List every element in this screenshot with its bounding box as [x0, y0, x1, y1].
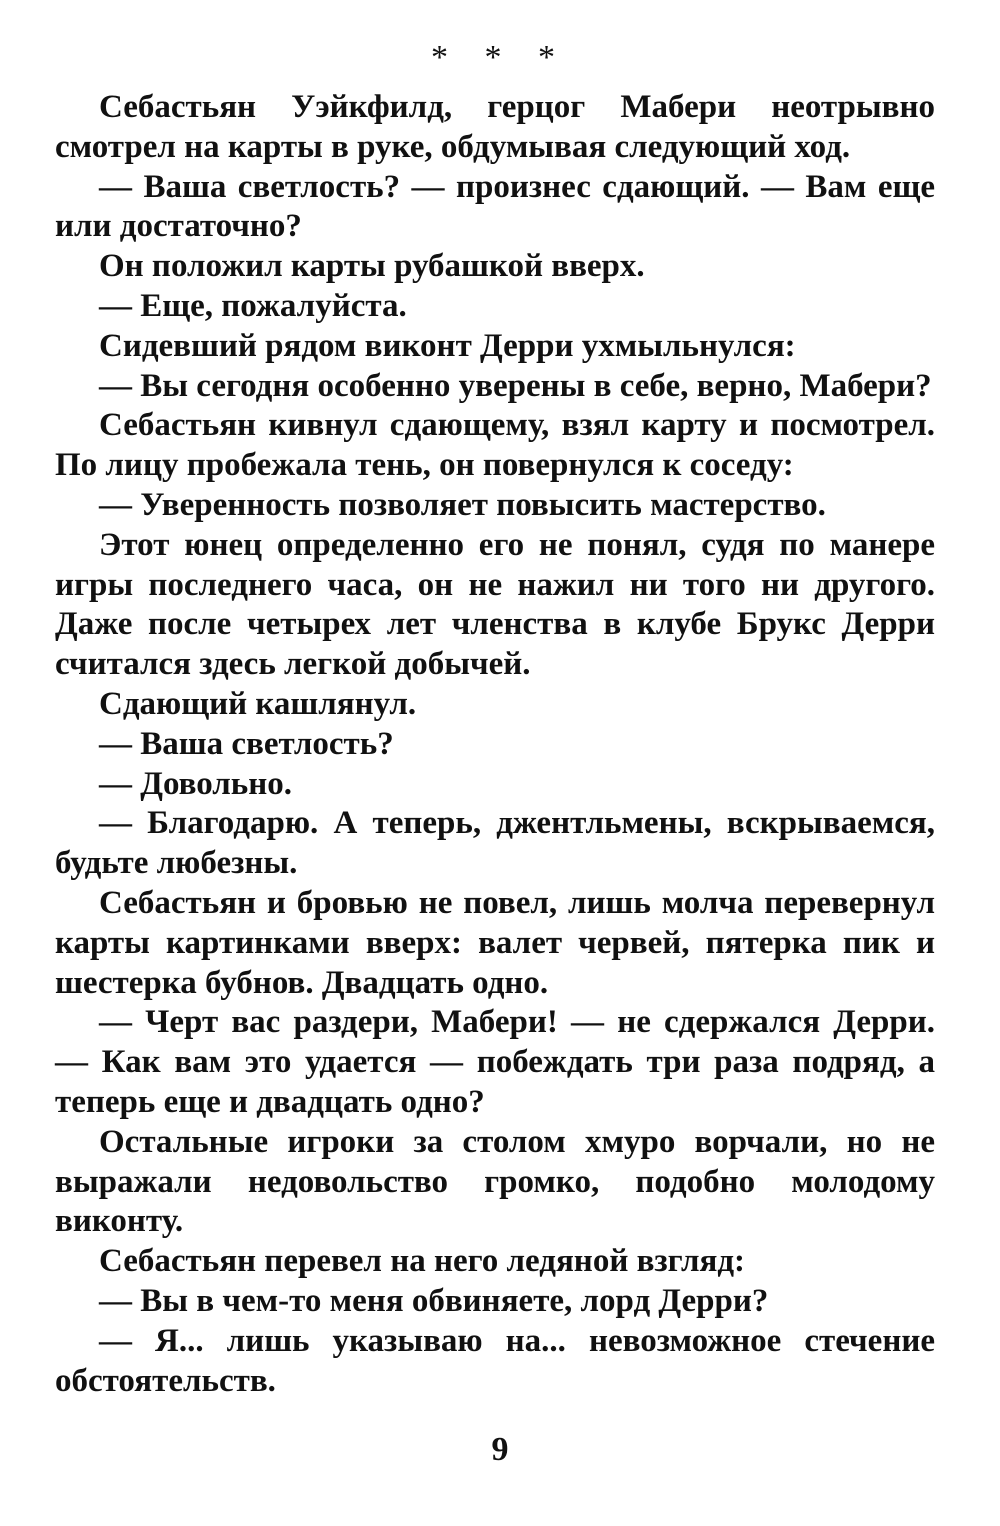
- paragraph: — Ваша светлость?: [99, 725, 394, 762]
- paragraph: — Благодарю. А теперь, джентльмены, вскрываемся, будьте любезны.: [55, 805, 935, 882]
- paragraph: — Еще, пожалуйста.: [99, 287, 407, 324]
- paragraph: Себастьян кивнул сдающему, взял карту и посмотрел. По лицу пробежала тень, он повернулся к соседу:: [55, 407, 935, 484]
- paragraph: Себастьян перевел на него ледяной взгляд:: [99, 1243, 746, 1280]
- paragraph: Сдающий кашлянул.: [99, 685, 417, 722]
- body-text: [55, 88, 935, 1401]
- paragraph: — Я... лишь указываю на... невозможное стечение обстоятельств.: [55, 1322, 935, 1399]
- paragraph: Сидевший рядом виконт Дерри ухмыльнулся:: [99, 327, 796, 364]
- paragraph: — Вы сегодня особенно уверены в себе, верно, Мабери?: [99, 367, 932, 404]
- paragraph: Себастьян Уэйкфилд, герцог Мабери неотрывно смотрел на карты в руке, обдумывая следующий ход.: [55, 89, 935, 165]
- section-separator: * * *: [431, 39, 569, 76]
- paragraph: — Черт вас раздери, Мабери! — не сдержался Дерри. — Как вам это удается — побеждать три раза подряд, а теперь еще и двадцать одно?: [55, 1004, 935, 1120]
- paragraph: Остальные игроки за столом хмуро ворчали, но не выражали недовольство громко, подобно молодому виконту.: [55, 1123, 935, 1240]
- paragraph: — Вы в чем-то меня обвиняете, лорд Дерри?: [99, 1282, 769, 1319]
- paragraph: Он положил карты рубашкой вверх.: [99, 248, 645, 285]
- paragraph: — Уверенность позволяет повысить мастерство.: [99, 486, 826, 523]
- paragraph: Этот юнец определенно его не понял, судя по манере игры последнего часа, он не нажил ни того ни другого. Даже после четырех лет членства в клубе Брукс Дерри считался здесь легкой добычей.: [55, 526, 935, 683]
- paragraph: — Ваша светлость? — произнес сдающий. — Вам еще или достаточно?: [55, 168, 935, 245]
- paragraph: Себастьян и бровью не повел, лишь молча перевернул карты картинками вверх: валет червей, пятерка пик и шестерка бубнов. Двадцать одно.: [55, 884, 935, 1001]
- page-number: 9: [491, 1431, 509, 1468]
- paragraph: — Довольно.: [99, 765, 293, 802]
